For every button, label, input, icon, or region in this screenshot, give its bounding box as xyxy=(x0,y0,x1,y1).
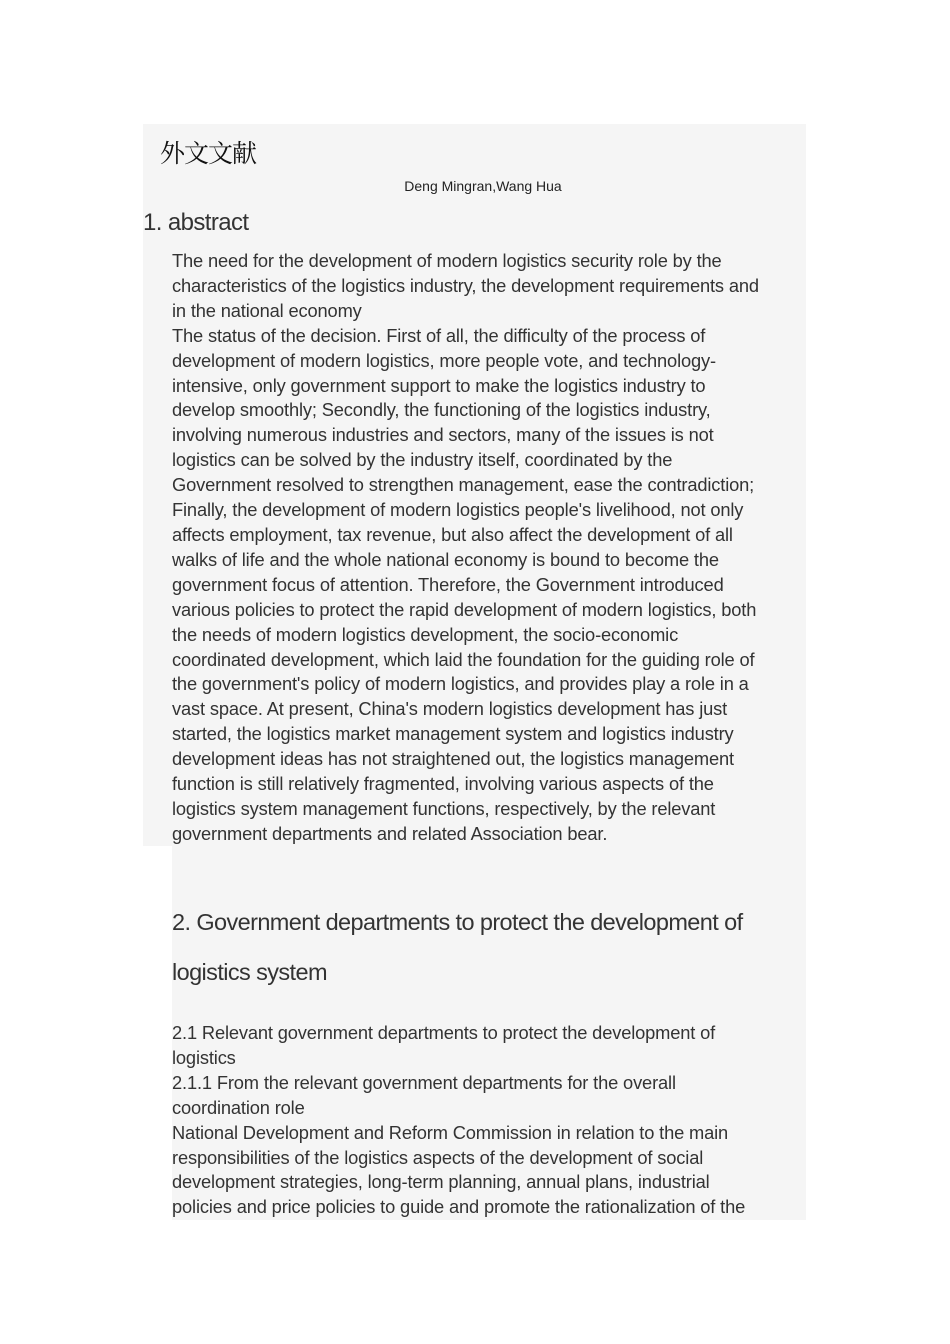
text-line: started, the logistics market management system and logistics industry xyxy=(172,723,734,745)
text-line: Finally, the development of modern logistics people's livelihood, not only xyxy=(172,499,744,521)
text-line: development of modern logistics, more people vote, and technology- xyxy=(172,349,716,371)
text-line: walks of life and the whole national economy is bound to become the xyxy=(172,548,719,570)
text-line: Government resolved to strengthen management, ease the contradiction; xyxy=(172,474,755,496)
text-line: The status of the decision. First of all, the difficulty of the process of xyxy=(172,324,706,346)
text-line: policies and price policies to guide and promote the rationalization of the xyxy=(172,1196,746,1218)
text-line: logistics can be solved by the industry itself, coordinated by the xyxy=(172,449,673,471)
section-1-heading: 1. abstract xyxy=(143,209,249,236)
section-2-heading xyxy=(172,897,806,997)
text-line: function is still relatively fragmented, involving various aspects of the xyxy=(172,773,714,795)
text-line: The need for the development of modern logistics security role by the xyxy=(172,250,722,271)
text-line: involving numerous industries and sectors, many of the issues is not xyxy=(172,424,714,446)
text-line: government focus of attention. Therefore, the Government introduced xyxy=(172,573,724,595)
text-line: intensive, only government support to make the logistics industry to xyxy=(172,374,706,396)
subsection-2-1-1-heading: 2.1.1 From the relevant government departments for the overall xyxy=(172,1071,676,1093)
text-line: the government's policy of modern logistics, and provides play a role in a xyxy=(172,673,749,695)
text-line: the needs of modern logistics development, the socio-economic xyxy=(172,623,679,645)
text-line: various policies to protect the rapid development of modern logistics, both xyxy=(172,598,757,620)
text-line: develop smoothly; Secondly, the functioning of the logistics industry, xyxy=(172,399,711,421)
document-title: 外文文献 xyxy=(160,139,257,168)
section-1-abstract-text xyxy=(172,249,806,847)
text-line: vast space. At present, China's modern logistics development has just xyxy=(172,698,728,720)
text-line: characteristics of the logistics industry, the development requirements and xyxy=(172,274,759,296)
text-line: development strategies, long-term planning, annual plans, industrial xyxy=(172,1171,710,1193)
text-line: coordinated development, which laid the foundation for the guiding role of xyxy=(172,648,755,670)
heading-line: logistics system xyxy=(172,959,327,985)
text-line: National Development and Reform Commission in relation to the main xyxy=(172,1121,729,1143)
text-line: affects employment, tax revenue, but also affect the development of all xyxy=(172,523,733,545)
section-2-body-text xyxy=(172,1021,806,1220)
subsection-2-1-heading: 2.1 Relevant government departments to protect the development of xyxy=(172,1022,716,1043)
heading-line: 2. Government departments to protect the development of xyxy=(172,909,743,935)
document-authors: Deng Mingran,Wang Hua xyxy=(404,178,562,194)
text-line: in the national economy xyxy=(172,299,362,321)
text-line: development ideas has not straightened out, the logistics management xyxy=(172,748,734,770)
text-line: government departments and related Association bear. xyxy=(172,822,608,844)
text-line: responsibilities of the logistics aspects of the development of social xyxy=(172,1146,704,1168)
subsection-2-1-heading-cont: logistics xyxy=(172,1046,236,1068)
subsection-2-1-1-heading-cont: coordination role xyxy=(172,1096,305,1118)
text-line: logistics system management functions, respectively, by the relevant xyxy=(172,797,716,819)
